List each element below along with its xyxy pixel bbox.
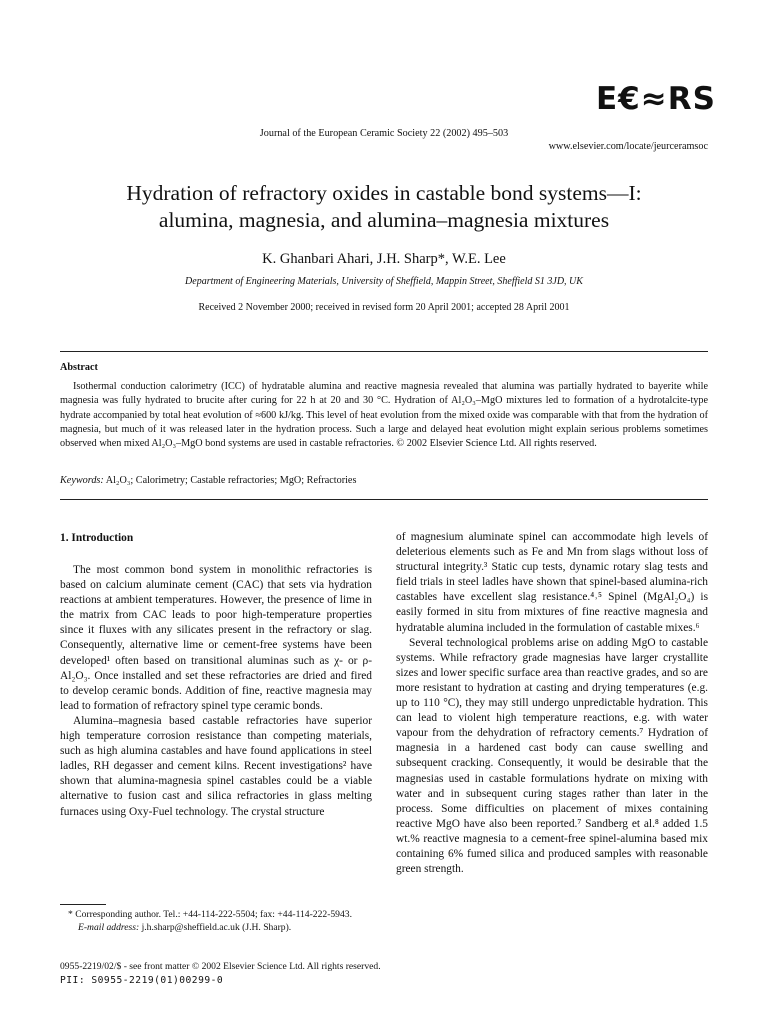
authors: K. Ghanbari Ahari, J.H. Sharp*, W.E. Lee	[262, 251, 506, 267]
paragraph: of magnesium aluminate spinel can accommodate high levels of deleterious elements such as Fe and Mn from slags without loss of structural integrity.³ Static cup tests, dynamic rotary slag tests and field trials in steel ladles have shown that spinel-based alumina-rich castables have excellent slag resistance.⁴˒⁵ Spinel (MgAl₂O₄) is easily formed in situ from mixtures of fine reactive magnesia and hydratable alumina included in the formulation of castable mixes.⁶	[396, 531, 708, 634]
journal-url-link[interactable]: www.elsevier.com/locate/jeurceramsoc	[548, 141, 708, 152]
affiliation: Department of Engineering Materials, University of Sheffield, Mappin Street, Sheffield S1 3JD, UK	[185, 276, 583, 287]
title-line-2: alumina, magnesia, and alumina–magnesia mixtures	[158, 208, 610, 232]
copyright-line: 0955-2219/02/$ - see front matter © 2002 Elsevier Science Ltd. All rights reserved.	[60, 961, 381, 972]
section-heading-introduction: 1. Introduction	[60, 532, 134, 544]
paper-title	[60, 180, 708, 234]
journal-logo: E€≈RS	[596, 81, 716, 117]
corresponding-author: * Corresponding author. Tel.: +44-114-222-5504; fax: +44-114-222-5943.	[68, 909, 352, 920]
title-line-1: Hydration of refractory oxides in castable bond systems—I:	[126, 181, 642, 205]
abstract-heading: Abstract	[60, 362, 98, 373]
keywords-list: Al₂O₃; Calorimetry; Castable refractories; MgO; Refractories	[103, 475, 357, 486]
email-link[interactable]: j.h.sharp@sheffield.ac.uk (J.H. Sharp).	[139, 922, 292, 933]
email-label: E-mail address:	[78, 922, 140, 933]
email-line	[60, 921, 372, 934]
received-dates: Received 2 November 2000; received in revised form 20 April 2001; accepted 28 April 2001	[198, 302, 570, 313]
divider-top	[60, 351, 708, 352]
pii-line: PII: S0955-2219(01)00299-0	[60, 975, 224, 986]
abstract-text: Isothermal conduction calorimetry (ICC) of hydratable alumina and reactive magnesia revealed that alumina was partially hydrated to bayerite while magnesia was fully hydrated to brucite after curing for 22 h at 20 and 30 °C. Hydration of Al₂O₃–MgO mixtures led to formation of a hydrotalcite-type hydrate accompanied by total heat evolution of ≈600 kJ/kg. This level of heat evolution from the mixed oxide was comparable with that from the hydration of magnesia, but much of it was released later in the hydration process. Such a large and delayed heat evolution might explain serious problems sometimes observed when mixed Al₂O₃–MgO bond systems are used in castable refractories. © 2002 Elsevier Science Ltd. All rights reserved.	[60, 381, 708, 450]
footnote	[60, 908, 372, 934]
paragraph: Several technological problems arise on adding MgO to castable systems. While refractory grade magnesias have larger crystallite sizes and lower specific surface area than reactive grades, and so are more resistant to hydration at casting and drying temperatures (e.g. up to 110 °C), they may still undergo unpredictable hydration. This can lead to violent high temperature reactions, e.g. with water vapour from the dehydration of refractory cements.⁷ Hydration of magnesia in a hardened cast body can cause swelling and subsequent cracking. Consequently, it would be desirable that the magnesias used in castable formulations hydrate on mixing with water and in subsequent curing stages rather than later in the process. Some difficulties on placement of mixes containing reactive MgO have also been reported.⁷ Sandberg et al.⁸ added 1.5 wt.% reactive magnesia to a cement-free spinel-alumina based mix containing 6% fumed silica and produced samples with reasonable green strength.	[396, 636, 708, 876]
keywords-label: Keywords:	[60, 475, 104, 486]
divider-bottom	[60, 499, 708, 500]
paragraph: The most common bond system in monolithic refractories is based on calcium aluminate cement (CAC) that sets via hydration reactions at ambient temperatures. However, the presence of lime in the matrix from CAC leads to poor high-temperature properties since it fluxes with any silicates present in the refractory or slag. Consequently, alternative lime or cement-free systems have been developed¹ often based on transitional aluminas such as χ- or ρ-Al₂O₃. Once installed and set these refractories are dried and fired to develop ceramic bonds. Addition of fine, reactive magnesia may lead to formation of refractory spinel type ceramic bonds.	[60, 564, 372, 712]
journal-reference: Journal of the European Ceramic Society 22 (2002) 495–503	[259, 128, 509, 139]
body-column-right	[396, 530, 708, 877]
footnote-divider	[60, 904, 106, 905]
keywords	[60, 475, 708, 486]
body-column-left	[60, 563, 372, 820]
paragraph: Alumina–magnesia based castable refractories have superior high temperature corrosion resistance than competing materials, such as high alumina castables and have found applications in steel ladles, RH degasser and cement kilns. Recent investigations² have shown that alumina-magnesia spinel castables could be a viable alternative to fusion cast and silica refractories in glass melting furnaces using Oxy-Fuel technology. The crystal structure	[60, 714, 372, 818]
